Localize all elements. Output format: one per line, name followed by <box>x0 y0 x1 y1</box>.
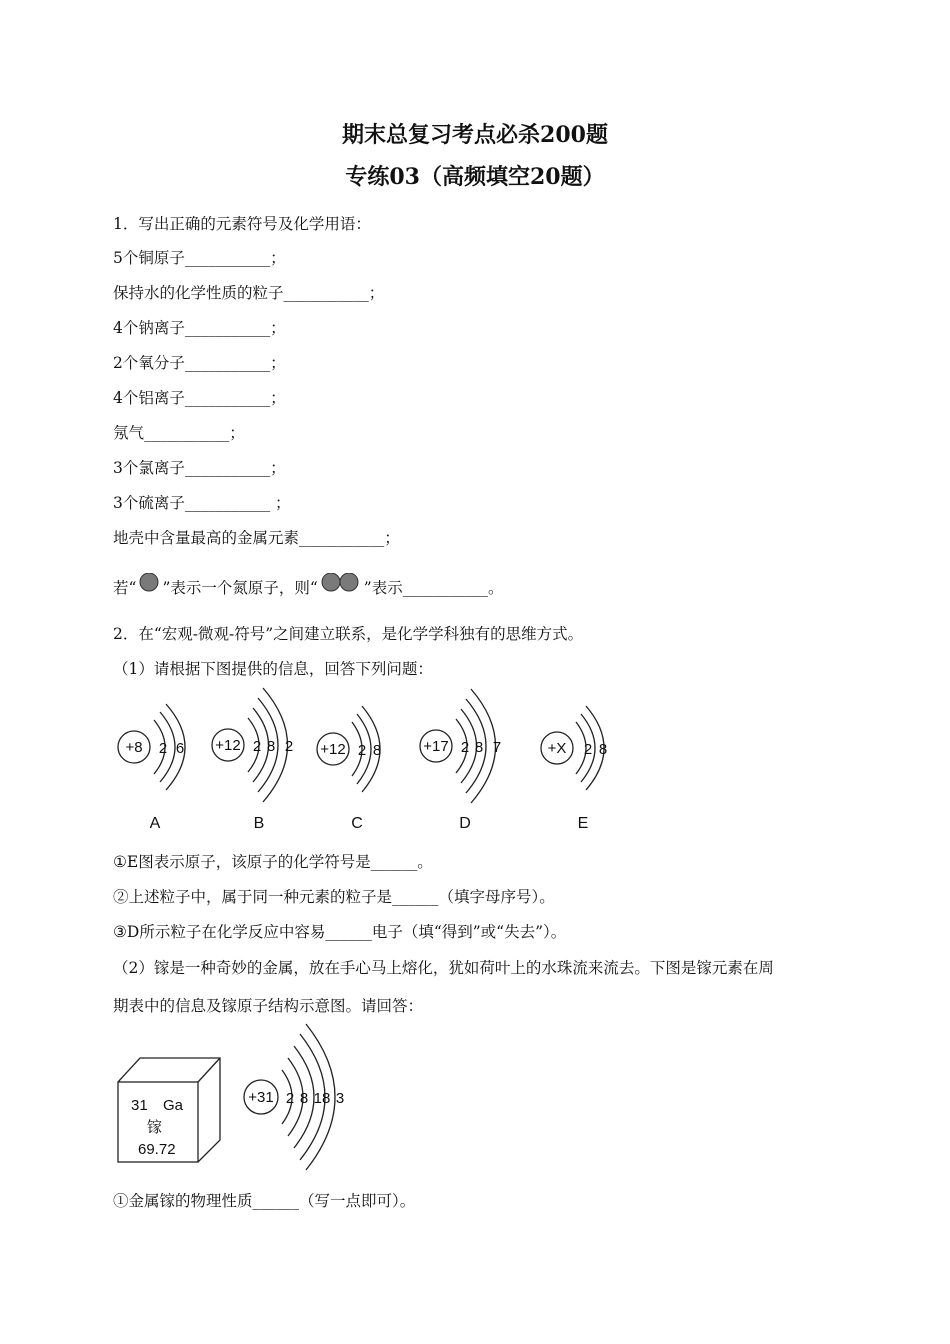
diagram-d-nucleus-circle <box>420 730 452 762</box>
page-title: 期末总复习考点必杀200题 <box>342 122 608 148</box>
diagram-c-shell-1 <box>352 722 362 776</box>
diagram-a-nucleus-circle <box>118 731 150 763</box>
diagram-c-nucleus-circle <box>317 733 349 765</box>
gallium-shell-4 <box>300 1034 325 1160</box>
q2-sub4: ①金属镓的物理性质______（写一点即可）。 <box>113 1192 416 1210</box>
diagram-d-shell-count: 8 <box>474 739 484 756</box>
q1-item-2: 保持水的化学性质的粒子___________； <box>113 284 385 302</box>
q1-item-4: 2个氧分子___________； <box>113 354 286 372</box>
diagram-e-shell-count: 8 <box>598 741 608 758</box>
gallium-shell-1 <box>282 1070 295 1124</box>
diagram-b-nucleus-circle <box>212 729 244 761</box>
diagram-d-shell-3 <box>466 699 486 793</box>
diagram-d-shell-count: 2 <box>460 739 470 756</box>
gallium-nucleus: +31 <box>248 1089 274 1106</box>
q1-item-5: 4个铝离子___________； <box>113 389 286 407</box>
gallium-shell-2 <box>285 1058 303 1136</box>
diagram-e-shell-3 <box>583 706 604 790</box>
diagram-c-nucleus: +12 <box>320 741 346 758</box>
cube-edge <box>198 1058 220 1082</box>
diagram-a-shell-3 <box>166 704 185 790</box>
gallium-shell-count: 3 <box>335 1090 345 1107</box>
diagram-c-shell-2 <box>357 714 371 784</box>
diagram-b-nucleus: +12 <box>215 737 241 754</box>
diagram-d-label: D <box>459 815 471 832</box>
gallium-name: 镓 <box>147 1119 163 1136</box>
diagram-e-shell-1 <box>576 722 586 774</box>
diagram-c-shell-3 <box>362 706 380 792</box>
q1-last-mid: ”表示一个氮原子，则“ <box>162 579 318 597</box>
diagram-d-nucleus: +17 <box>423 738 449 755</box>
diagram-c-label: C <box>351 815 363 832</box>
diagram-d-shell-count: 7 <box>492 739 502 756</box>
q1-item-1: 5个铜原子___________； <box>113 249 286 267</box>
diagram-e-shell-count: 2 <box>583 741 593 758</box>
gallium-nucleus-circle <box>244 1080 278 1114</box>
diagram-b-label: B <box>253 815 265 832</box>
diagram-d-shell-2 <box>461 709 477 783</box>
cube-back <box>118 1058 220 1162</box>
diagram-d-shell-4 <box>471 689 496 803</box>
q2-part1: （1）请根据下图提供的信息，回答下列问题： <box>113 660 433 678</box>
q2-sub1: ①E图表示原子，该原子的化学符号是______。 <box>113 853 433 871</box>
q1-item-10 <box>113 573 503 598</box>
diagram-a-label: A <box>149 815 161 832</box>
gallium-symbol: Ga <box>163 1097 184 1114</box>
diagram-b-shell-count: 2 <box>284 738 294 755</box>
diagram-b-shell-3 <box>258 698 278 792</box>
q1-last-after: ”表示___________。 <box>363 579 504 597</box>
page-subtitle: 专练03（高频填空20题） <box>345 164 605 190</box>
gallium-shell-5 <box>306 1024 335 1170</box>
gallium-shell-count: 2 <box>285 1090 295 1107</box>
diagram-e-shell-2 <box>581 714 595 782</box>
q1-item-6: 氖气___________； <box>113 424 245 442</box>
diagram-b-shell-count: 2 <box>252 738 262 755</box>
diagram-b-shell-2 <box>253 708 269 782</box>
diagram-a-shell-2 <box>160 712 175 782</box>
diagram-b-shell-1 <box>248 718 262 772</box>
nitrogen-molecule-icon <box>318 573 364 595</box>
cube-front <box>118 1082 198 1162</box>
q2-sub2: ②上述粒子中，属于同一种元素的粒子是______（填字母序号）。 <box>113 888 555 906</box>
diagram-e-label: E <box>577 815 589 832</box>
diagram-b-shell-4 <box>263 688 288 802</box>
q1-item-8: 3个硫离子___________ ； <box>113 494 291 512</box>
diagram-c-shell-count: 2 <box>357 742 367 759</box>
q1-stem: 1．写出正确的元素符号及化学用语： <box>113 215 371 233</box>
diagram-e-nucleus-circle <box>541 732 573 764</box>
diagram-d-shell-1 <box>456 719 470 773</box>
q1-last-before: 若“ <box>113 579 137 597</box>
gallium-shell-count: 8 <box>299 1090 309 1107</box>
gallium-shell-count: 18 <box>313 1090 331 1107</box>
diagram-e-nucleus: +X <box>547 740 567 757</box>
q2-part2-line1: （2）镓是一种奇妙的金属，放在手心马上熔化，犹如荷叶上的水珠流来流去。下图是镓元素在周 <box>113 959 774 977</box>
diagram-c-shell-count: 8 <box>372 742 382 759</box>
q1-item-9: 地壳中含量最高的金属元素___________； <box>113 529 400 547</box>
diagram-b-shell-count: 8 <box>266 738 276 755</box>
diagram-a-shell-count: 6 <box>175 740 185 757</box>
q1-item-3: 4个钠离子___________； <box>113 319 286 337</box>
diagram-a-nucleus: +8 <box>125 739 143 756</box>
diagram-a-shell-count: 2 <box>158 740 168 757</box>
nitrogen-atom-icon <box>136 573 162 595</box>
q2-stem: 2．在“宏观-微观-符号”之间建立联系，是化学学科独有的思维方式。 <box>113 625 584 643</box>
periodic-cell <box>118 1058 220 1162</box>
q1-item-7: 3个氯离子___________； <box>113 459 286 477</box>
q2-part2-line2: 期表中的信息及镓原子结构示意图。请回答： <box>113 997 424 1015</box>
gallium-shell-3 <box>294 1046 314 1148</box>
gallium-mass: 69.72 <box>138 1141 176 1158</box>
q2-sub3: ③D所示粒子在化学反应中容易______电子（填“得到”或“失去”）。 <box>113 923 567 941</box>
diagram-a-shell-1 <box>154 720 168 774</box>
gallium-number: 31 <box>131 1097 148 1114</box>
